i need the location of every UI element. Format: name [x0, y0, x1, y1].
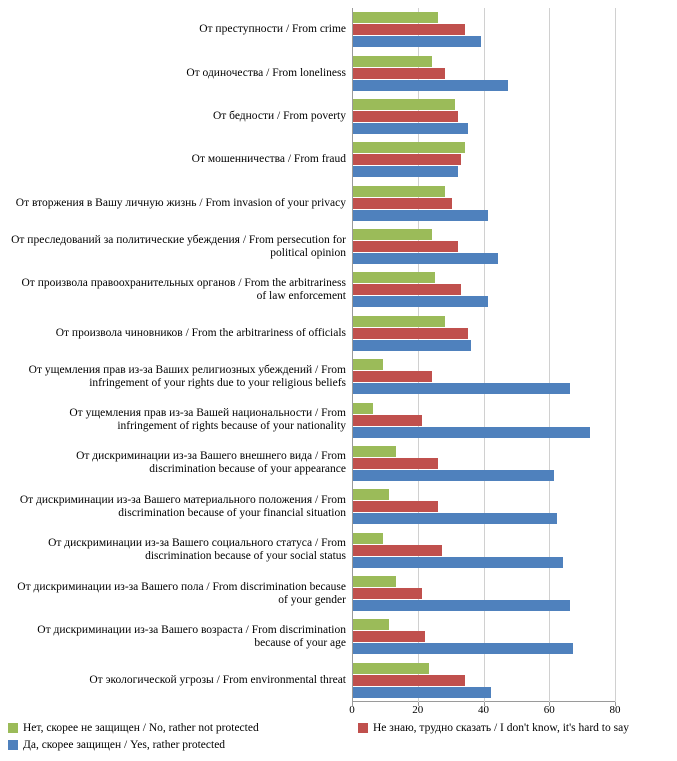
x-axis-tick-label: 0 — [349, 704, 355, 716]
bar-group — [353, 619, 573, 655]
bar-group — [353, 99, 468, 135]
bar-red — [353, 328, 468, 339]
category-label: От дискриминации из-за Вашего внешнего вида / From discrimination because of your appearance — [76, 450, 346, 476]
bar-green — [353, 489, 389, 500]
chart-category-row — [0, 8, 677, 51]
bar-red — [353, 501, 438, 512]
chart-category-row — [0, 355, 677, 398]
bar-red — [353, 241, 458, 252]
bar-group — [353, 533, 563, 569]
bar-blue — [353, 427, 590, 438]
x-axis-tick-label: 40 — [478, 704, 489, 716]
chart-category-row — [0, 95, 677, 138]
bar-green — [353, 533, 383, 544]
bar-red — [353, 588, 422, 599]
x-axis-tick-label: 60 — [543, 704, 555, 716]
bar-group — [353, 576, 570, 612]
bar-group — [353, 403, 590, 439]
bar-red — [353, 415, 422, 426]
legend-entry-blue — [8, 739, 225, 751]
legend-entry-green — [8, 722, 259, 734]
category-label: От дискриминации из-за Вашего материального положения / From discrimination because of your financial situation — [19, 493, 346, 519]
bar-red — [353, 111, 458, 122]
bar-group — [353, 663, 491, 699]
bar-blue — [353, 600, 570, 611]
chart-category-row — [0, 312, 677, 355]
bar-blue — [353, 80, 508, 91]
bar-blue — [353, 36, 481, 47]
bar-green — [353, 12, 438, 23]
bar-blue — [353, 643, 573, 654]
category-label: От произвола правоохранительных органов / From the arbitrariness of law enforcement — [21, 276, 346, 302]
bar-blue — [353, 687, 491, 698]
legend-swatch-blue-icon — [8, 740, 18, 750]
bar-blue — [353, 123, 468, 134]
chart-category-row — [0, 572, 677, 615]
bar-group — [353, 142, 465, 178]
bar-group — [353, 489, 557, 525]
bar-blue — [353, 253, 498, 264]
bar-red — [353, 284, 461, 295]
bar-group — [353, 56, 508, 92]
bar-green — [353, 316, 445, 327]
bar-blue — [353, 557, 563, 568]
category-label: От мошенничества / From fraud — [191, 153, 346, 166]
bar-group — [353, 359, 570, 395]
category-label: От произвола чиновников / From the arbitrariness of officials — [55, 326, 346, 339]
bar-green — [353, 229, 432, 240]
bar-red — [353, 631, 425, 642]
bar-red — [353, 24, 465, 35]
x-axis-tick-label: 20 — [412, 704, 424, 716]
bar-green — [353, 619, 389, 630]
legend-swatch-green-icon — [8, 723, 18, 733]
chart-category-row — [0, 398, 677, 441]
bar-group — [353, 229, 498, 265]
category-label: От ущемления прав из-за Ваших религиозных убеждений / From infringement of your rights due to your religious beliefs — [28, 363, 346, 389]
chart-category-row — [0, 442, 677, 485]
category-label: От преступности / From crime — [199, 23, 346, 36]
category-label: От бедности / From poverty — [212, 109, 346, 122]
bar-blue — [353, 210, 488, 221]
category-label: От экологической угрозы / From environmental threat — [89, 673, 346, 686]
bar-red — [353, 68, 445, 79]
bar-group — [353, 272, 488, 308]
chart-category-row — [0, 485, 677, 528]
legend-label-green: Нет, скорее не защищен / No, rather not protected — [23, 722, 259, 734]
category-label: От вторжения в Вашу личную жизнь / From invasion of your privacy — [15, 196, 346, 209]
bar-green — [353, 56, 432, 67]
bar-green — [353, 663, 429, 674]
bar-green — [353, 99, 455, 110]
category-label: От ущемления прав из-за Вашей национальности / From infringement of rights because of your nationality — [69, 407, 346, 433]
bar-green — [353, 359, 383, 370]
bar-group — [353, 186, 488, 222]
category-label: От одиночества / From loneliness — [186, 66, 346, 79]
category-label: От преследований за политические убеждения / From persecution for political opinion — [11, 233, 346, 259]
legend-entry-red — [358, 722, 629, 734]
bar-blue — [353, 166, 458, 177]
bar-red — [353, 545, 442, 556]
legend-label-red: Не знаю, трудно сказать / I don't know, it's hard to say — [373, 722, 629, 734]
bar-group — [353, 446, 554, 482]
bar-red — [353, 458, 438, 469]
legend — [8, 722, 668, 756]
bar-group — [353, 316, 471, 352]
bar-green — [353, 186, 445, 197]
bar-green — [353, 142, 465, 153]
chart-category-row — [0, 268, 677, 311]
bar-red — [353, 371, 432, 382]
bar-blue — [353, 383, 570, 394]
bar-blue — [353, 470, 554, 481]
bar-blue — [353, 513, 557, 524]
bar-red — [353, 154, 461, 165]
legend-row-1 — [8, 722, 668, 739]
category-label: От дискриминации из-за Вашего пола / From discrimination because of your gender — [17, 580, 346, 606]
bar-blue — [353, 340, 471, 351]
chart-category-row — [0, 659, 677, 702]
chart-category-row — [0, 138, 677, 181]
bar-group — [353, 12, 481, 48]
bar-green — [353, 576, 396, 587]
bar-green — [353, 403, 373, 414]
bar-red — [353, 675, 465, 686]
category-label: От дискриминации из-за Вашего социального статуса / From discrimination because of your social status — [48, 537, 346, 563]
bar-green — [353, 446, 396, 457]
bar-red — [353, 198, 452, 209]
chart-category-row — [0, 182, 677, 225]
bar-blue — [353, 296, 488, 307]
category-label: От дискриминации из-за Вашего возраста / From discrimination because of your age — [37, 623, 346, 649]
legend-swatch-red-icon — [358, 723, 368, 733]
bar-green — [353, 272, 435, 283]
legend-row-2 — [8, 739, 668, 756]
chart-category-row — [0, 615, 677, 658]
chart-category-row — [0, 529, 677, 572]
legend-label-blue: Да, скорее защищен / Yes, rather protected — [23, 739, 226, 751]
chart-category-row — [0, 225, 677, 268]
x-axis-tick-label: 80 — [609, 704, 621, 716]
chart-category-row — [0, 51, 677, 94]
